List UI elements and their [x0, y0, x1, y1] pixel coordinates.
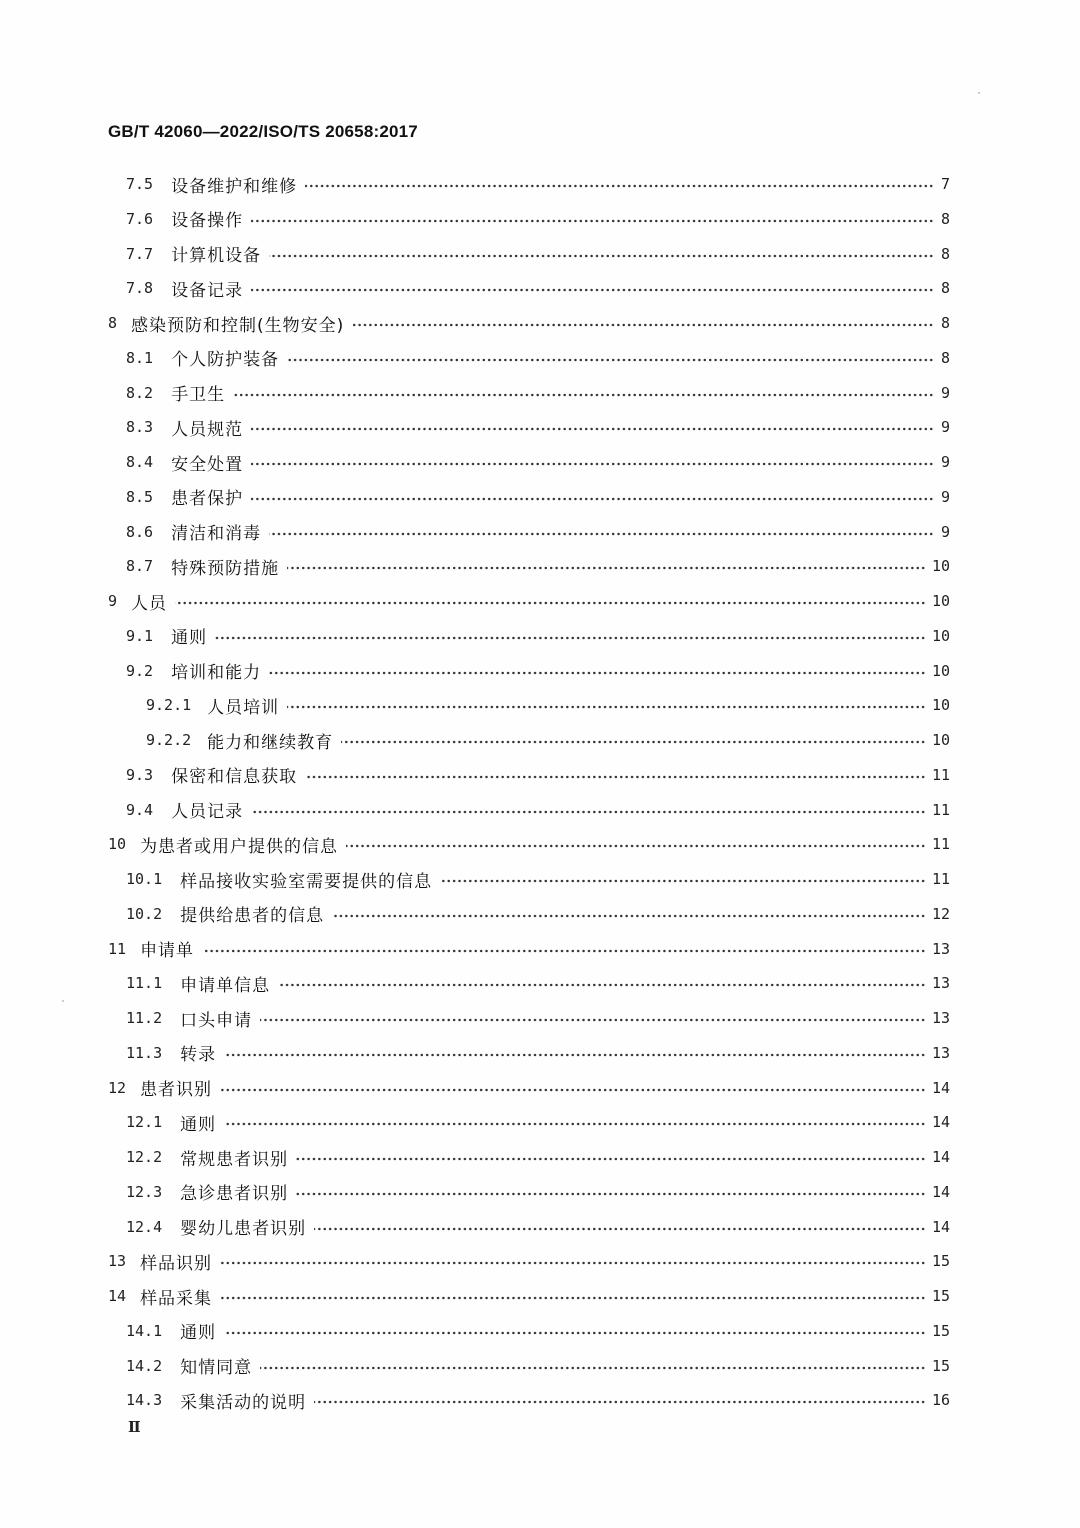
toc-entry-page: 9 — [940, 522, 950, 541]
toc-entry-title: 能力和继续教育 — [207, 732, 334, 753]
toc-entry[interactable] — [126, 1001, 950, 1035]
toc-entry-number: 8.5 — [126, 487, 154, 506]
toc-entry-title: 手卫生 — [171, 385, 226, 405]
page-number-label: Ⅱ — [128, 1418, 141, 1436]
toc-entry-page: 9 — [940, 487, 950, 506]
toc-entry-page: 7 — [940, 175, 950, 193]
toc-entry-title: 通则 — [180, 1114, 217, 1135]
toc-entry-number: 11.3 — [126, 1043, 163, 1062]
toc-entry-title: 样品识别 — [140, 1253, 213, 1274]
toc-dot-leader — [175, 601, 926, 605]
toc-entry[interactable] — [108, 1244, 950, 1278]
toc-entry[interactable] — [126, 341, 950, 375]
toc-entry-title: 通则 — [180, 1323, 217, 1344]
toc-entry[interactable] — [126, 1210, 950, 1244]
toc-entry-title: 人员记录 — [171, 802, 244, 822]
toc-entry-number: 11.2 — [126, 1009, 163, 1027]
toc-entry-title: 申请单 — [140, 941, 195, 961]
toc-entry[interactable] — [146, 723, 950, 757]
toc-entry-title: 人员 — [131, 593, 168, 614]
toc-entry[interactable] — [126, 480, 950, 514]
toc-entry-number: 13 — [108, 1252, 127, 1271]
toc-entry-page: 11 — [931, 765, 950, 784]
toc-entry-title: 提供给患者的信息 — [180, 906, 325, 927]
toc-entry-number: 8.6 — [126, 522, 154, 541]
toc-entry[interactable] — [126, 1383, 950, 1417]
toc-entry-page: 14 — [931, 1182, 950, 1201]
toc-entry[interactable] — [126, 167, 950, 201]
toc-entry-number: 14.2 — [126, 1356, 163, 1375]
toc-entry-page: 13 — [931, 1009, 950, 1027]
toc-entry-title: 患者识别 — [140, 1080, 213, 1100]
toc-entry-page: 13 — [931, 1043, 950, 1062]
toc-entry[interactable] — [126, 862, 950, 896]
toc-entry-page: 15 — [931, 1321, 950, 1340]
toc-dot-leader — [202, 949, 926, 953]
toc-dot-leader — [224, 1331, 926, 1335]
document-header: GB/T 42060—2022/ISO/TS 20658:2017 — [108, 122, 418, 141]
toc-entry[interactable] — [126, 1314, 950, 1348]
toc-dot-leader — [251, 288, 934, 292]
toc-dot-leader — [332, 914, 926, 918]
toc-entry-page: 15 — [931, 1287, 950, 1305]
toc-entry-number: 14 — [108, 1287, 127, 1305]
toc-entry-title: 计算机设备 — [171, 246, 262, 266]
toc-entry-number: 11.1 — [126, 974, 163, 993]
toc-entry-page: 15 — [931, 1356, 950, 1375]
toc-dot-leader — [440, 879, 926, 883]
toc-entry[interactable] — [126, 619, 950, 653]
toc-entry-number: 7.6 — [126, 209, 154, 228]
toc-entry-number: 8 — [108, 314, 118, 332]
toc-dot-leader — [287, 705, 926, 709]
toc-dot-leader — [251, 427, 934, 431]
toc-entry-page: 9 — [940, 383, 950, 402]
toc-entry-title: 患者保护 — [171, 489, 244, 510]
toc-entry-title: 培训和能力 — [171, 663, 262, 683]
toc-entry[interactable] — [108, 1279, 950, 1313]
toc-entry-number: 9.3 — [126, 765, 154, 784]
toc-dot-leader — [260, 1366, 926, 1370]
toc-entry-page: 16 — [931, 1391, 950, 1410]
toc-dot-leader — [305, 775, 926, 779]
toc-entry-page: 13 — [931, 974, 950, 993]
toc-entry-number: 7.5 — [126, 175, 154, 193]
toc-entry[interactable] — [126, 793, 950, 827]
toc-entry[interactable] — [108, 932, 950, 966]
toc-dot-leader — [260, 1018, 926, 1022]
toc-dot-leader — [251, 219, 934, 223]
toc-entry-title: 婴幼儿患者识别 — [180, 1219, 307, 1239]
toc-entry-page: 10 — [931, 557, 950, 576]
toc-dot-leader — [305, 184, 934, 188]
toc-dot-leader — [287, 358, 934, 362]
toc-entry-page: 11 — [931, 800, 950, 819]
toc-entry-number: 8.4 — [126, 453, 154, 471]
toc-entry-title: 个人防护装备 — [171, 350, 280, 371]
toc-entry[interactable] — [126, 897, 950, 931]
toc-entry-page: 14 — [931, 1113, 950, 1132]
toc-entry[interactable] — [126, 237, 950, 271]
toc-entry-number: 12.2 — [126, 1148, 163, 1166]
toc-entry-number: 9.2.1 — [146, 696, 192, 715]
toc-dot-leader — [296, 1157, 926, 1161]
toc-entry-number: 9.1 — [126, 626, 154, 645]
toc-entry[interactable] — [126, 1105, 950, 1139]
toc-entry-number: 11 — [108, 939, 127, 958]
toc-entry-page: 9 — [940, 453, 950, 471]
scan-speck — [62, 1000, 64, 1002]
toc-dot-leader — [314, 1227, 926, 1231]
toc-entry-page: 12 — [931, 904, 950, 923]
toc-entry[interactable] — [146, 688, 950, 722]
toc-dot-leader — [341, 740, 926, 744]
toc-entry[interactable] — [108, 827, 950, 861]
toc-entry[interactable] — [108, 584, 950, 618]
toc-entry-number: 10.1 — [126, 870, 163, 888]
toc-entry-title: 口头申请 — [180, 1010, 253, 1031]
toc-entry-title: 采集活动的说明 — [180, 1392, 307, 1413]
toc-entry[interactable] — [126, 1349, 950, 1383]
toc-entry-title: 人员规范 — [171, 419, 244, 440]
toc-entry-title: 特殊预防措施 — [171, 558, 280, 579]
toc-entry-title: 保密和信息获取 — [171, 767, 298, 788]
toc-entry-number: 8.3 — [126, 418, 154, 437]
toc-entry[interactable] — [126, 410, 950, 444]
toc-entry-title: 感染预防和控制(生物安全) — [131, 315, 345, 336]
toc-entry-title: 设备记录 — [171, 280, 244, 301]
toc-dot-leader — [269, 671, 926, 675]
toc-entry-number: 14.1 — [126, 1321, 163, 1340]
toc-entry-page: 10 — [931, 592, 950, 610]
toc-dot-leader — [224, 1122, 926, 1126]
toc-dot-leader — [251, 810, 926, 814]
toc-entry-page: 10 — [931, 661, 950, 680]
toc-dot-leader — [314, 1400, 926, 1404]
toc-dot-leader — [233, 393, 934, 397]
toc-entry-page: 8 — [940, 348, 950, 367]
toc-entry-number: 9 — [108, 592, 118, 610]
toc-entry[interactable] — [126, 271, 950, 305]
toc-entry-number: 12.4 — [126, 1217, 163, 1236]
toc-entry[interactable] — [126, 445, 950, 479]
toc-entry-number: 12 — [108, 1078, 127, 1097]
toc-dot-leader — [296, 1192, 926, 1196]
toc-entry[interactable] — [126, 1175, 950, 1209]
toc-entry-number: 8.1 — [126, 348, 154, 367]
toc-dot-leader — [251, 497, 934, 501]
toc-entry[interactable] — [126, 549, 950, 583]
toc-entry-title: 急诊患者识别 — [180, 1184, 289, 1205]
toc-entry-number: 10 — [108, 835, 127, 854]
toc-entry-title: 常规患者识别 — [180, 1149, 289, 1170]
toc-entry-number: 8.2 — [126, 383, 154, 402]
toc-dot-leader — [269, 532, 934, 536]
scan-speck — [978, 92, 980, 94]
toc-entry-number: 9.4 — [126, 800, 154, 819]
toc-entry-page: 8 — [940, 279, 950, 298]
toc-entry-title: 清洁和消毒 — [171, 524, 262, 544]
toc-entry-title: 知情同意 — [180, 1358, 253, 1378]
toc-entry-number: 10.2 — [126, 904, 163, 923]
toc-entry[interactable] — [126, 654, 950, 688]
toc-entry-number: 12.1 — [126, 1113, 163, 1132]
toc-entry[interactable] — [108, 306, 950, 340]
toc-entry-title: 转录 — [180, 1045, 217, 1066]
toc-dot-leader — [215, 636, 926, 640]
toc-dot-leader — [269, 254, 934, 258]
toc-entry-page: 8 — [940, 209, 950, 228]
toc-entry-page: 9 — [940, 418, 950, 437]
toc-entry-title: 安全处置 — [171, 454, 244, 475]
toc-dot-leader — [287, 566, 926, 570]
toc-dot-leader — [352, 323, 934, 327]
toc-entry[interactable] — [126, 1036, 950, 1070]
toc-entry[interactable] — [108, 1071, 950, 1105]
toc-entry-number: 7.7 — [126, 244, 154, 263]
toc-dot-leader — [251, 462, 934, 466]
toc-dot-leader — [224, 1053, 926, 1057]
toc-entry-page: 14 — [931, 1217, 950, 1236]
toc-dot-leader — [346, 844, 926, 848]
toc-entry-page: 11 — [931, 870, 950, 888]
toc-entry[interactable] — [126, 966, 950, 1000]
toc-entry-page: 14 — [931, 1078, 950, 1097]
toc-entry-page: 10 — [931, 626, 950, 645]
toc-entry-number: 12.3 — [126, 1182, 163, 1201]
toc-entry-title: 样品接收实验室需要提供的信息 — [180, 871, 433, 892]
toc-dot-leader — [278, 983, 926, 987]
toc-entry-title: 设备操作 — [171, 211, 244, 232]
toc-entry-title: 设备维护和维修 — [171, 176, 298, 197]
toc-entry-title: 为患者或用户提供的信息 — [140, 836, 339, 857]
toc-dot-leader — [220, 1088, 926, 1092]
toc-entry[interactable] — [126, 376, 950, 410]
toc-entry-number: 9.2.2 — [146, 731, 192, 749]
toc-entry-title: 样品采集 — [140, 1288, 213, 1309]
toc-entry-page: 8 — [940, 244, 950, 263]
toc-entry[interactable] — [126, 1140, 950, 1174]
toc-entry-number: 14.3 — [126, 1391, 163, 1410]
toc-entry-number: 9.2 — [126, 661, 154, 680]
toc-entry[interactable] — [126, 202, 950, 236]
toc-dot-leader — [220, 1261, 926, 1265]
toc-entry-page: 10 — [931, 731, 950, 749]
toc-entry-title: 人员培训 — [207, 697, 280, 718]
toc-entry-number: 8.7 — [126, 557, 154, 576]
toc-entry[interactable] — [126, 515, 950, 549]
toc-dot-leader — [220, 1296, 926, 1300]
toc-entry-page: 13 — [931, 939, 950, 958]
toc-entry-title: 申请单信息 — [180, 975, 271, 996]
toc-entry[interactable] — [126, 758, 950, 792]
toc-entry-page: 15 — [931, 1252, 950, 1271]
toc-entry-page: 10 — [931, 696, 950, 715]
toc-entry-title: 通则 — [171, 628, 208, 649]
toc-entry-number: 7.8 — [126, 279, 154, 298]
toc-entry-page: 14 — [931, 1148, 950, 1166]
toc-entry-page: 11 — [931, 835, 950, 854]
toc-entry-page: 8 — [940, 314, 950, 332]
